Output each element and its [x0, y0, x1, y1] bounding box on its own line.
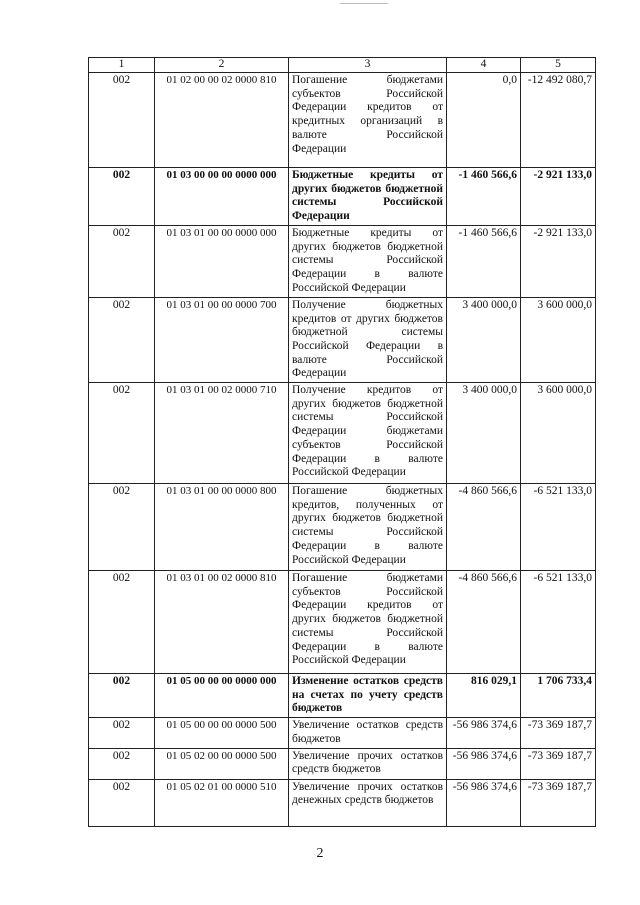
admin-code-cell: 002 — [89, 674, 155, 718]
classification-code-cell: 01 03 01 00 02 0000 710 — [155, 383, 289, 484]
amount-col5-cell: 1 706 733,4 — [521, 674, 596, 718]
amount-col4-cell: -56 986 374,6 — [447, 779, 521, 826]
table-row — [89, 383, 596, 484]
table-row — [89, 168, 596, 226]
classification-code-cell: 01 05 00 00 00 0000 500 — [155, 718, 289, 748]
admin-code-cell: 002 — [89, 571, 155, 674]
admin-code-cell: 002 — [89, 383, 155, 484]
admin-code-cell: 002 — [89, 225, 155, 297]
amount-col4-cell: 3 400 000,0 — [447, 383, 521, 484]
column-header-5: 5 — [521, 58, 596, 73]
amount-col5-cell: -12 492 080,7 — [521, 73, 596, 168]
amount-col4-cell: -1 460 566,6 — [447, 225, 521, 297]
table-row — [89, 484, 596, 571]
table-row — [89, 718, 596, 748]
table-row — [89, 297, 596, 382]
amount-col5-cell: -2 921 133,0 — [521, 225, 596, 297]
amount-col5-cell: -73 369 187,7 — [521, 779, 596, 826]
source-name-cell: Получение кредитов от других бюджетов бюджетной системы Российской Федерации бюджетами субъектов Российской Федерации в валюте Российской Федерации — [289, 383, 447, 484]
source-name-cell: Погашение бюджетами субъектов Российской Федерации кредитов от кредитных организаций в валюте Российской Федерации — [289, 73, 447, 168]
table-row — [89, 748, 596, 779]
classification-code-cell: 01 03 01 00 00 0000 700 — [155, 297, 289, 382]
classification-code-cell: 01 05 02 01 00 0000 510 — [155, 779, 289, 826]
column-header-2: 2 — [155, 58, 289, 73]
amount-col4-cell: -56 986 374,6 — [447, 718, 521, 748]
source-name-cell: Погашение бюджетных кредитов, полученных от других бюджетов бюджетной системы Российской Федерации в валюте Российской Федерации — [289, 484, 447, 571]
budget-sources-table — [88, 57, 596, 827]
admin-code-cell: 002 — [89, 73, 155, 168]
table-header-row — [89, 58, 596, 73]
amount-col4-cell: -4 860 566,6 — [447, 571, 521, 674]
classification-code-cell: 01 02 00 00 02 0000 810 — [155, 73, 289, 168]
amount-col5-cell: -6 521 133,0 — [521, 484, 596, 571]
source-name-cell: Бюджетные кредиты от других бюджетов бюджетной системы Российской Федерации в валюте Российской Федерации — [289, 225, 447, 297]
page-number: 2 — [316, 846, 324, 861]
classification-code-cell: 01 05 00 00 00 0000 000 — [155, 674, 289, 718]
admin-code-cell: 002 — [89, 168, 155, 226]
source-name-cell: Бюджетные кредиты от других бюджетов бюджетной системы Российской Федерации — [289, 168, 447, 226]
amount-col5-cell: 3 600 000,0 — [521, 297, 596, 382]
source-name-cell: Получение бюджетных кредитов от других бюджетов бюджетной системы Российской Федерации в валюте Российской Федерации — [289, 297, 447, 382]
table-row — [89, 674, 596, 718]
classification-code-cell: 01 03 01 00 02 0000 810 — [155, 571, 289, 674]
classification-code-cell: 01 03 01 00 00 0000 800 — [155, 484, 289, 571]
classification-code-cell: 01 03 00 00 00 0000 000 — [155, 168, 289, 226]
amount-col4-cell: -1 460 566,6 — [447, 168, 521, 226]
table-row — [89, 779, 596, 826]
table-row — [89, 73, 596, 168]
admin-code-cell: 002 — [89, 748, 155, 779]
classification-code-cell: 01 05 02 00 00 0000 500 — [155, 748, 289, 779]
scan-artifact-line — [340, 3, 388, 4]
amount-col4-cell: 0,0 — [447, 73, 521, 168]
amount-col4-cell: -4 860 566,6 — [447, 484, 521, 571]
admin-code-cell: 002 — [89, 297, 155, 382]
amount-col5-cell: -2 921 133,0 — [521, 168, 596, 226]
source-name-cell: Изменение остатков средств на счетах по учету средств бюджетов — [289, 674, 447, 718]
amount-col5-cell: -73 369 187,7 — [521, 748, 596, 779]
column-header-4: 4 — [447, 58, 521, 73]
amount-col5-cell: 3 600 000,0 — [521, 383, 596, 484]
amount-col4-cell: -56 986 374,6 — [447, 748, 521, 779]
table-row — [89, 225, 596, 297]
admin-code-cell: 002 — [89, 484, 155, 571]
amount-col4-cell: 816 029,1 — [447, 674, 521, 718]
classification-code-cell: 01 03 01 00 00 0000 000 — [155, 225, 289, 297]
source-name-cell: Увеличение прочих остатков средств бюджетов — [289, 748, 447, 779]
amount-col4-cell: 3 400 000,0 — [447, 297, 521, 382]
column-header-3: 3 — [289, 58, 447, 73]
source-name-cell: Погашение бюджетами субъектов Российской Федерации кредитов от других бюджетов бюджетной системы Российской Федерации в валюте Российской Федерации — [289, 571, 447, 674]
table-body — [89, 73, 596, 827]
source-name-cell: Увеличение остатков средств бюджетов — [289, 718, 447, 748]
amount-col5-cell: -6 521 133,0 — [521, 571, 596, 674]
admin-code-cell: 002 — [89, 718, 155, 748]
admin-code-cell: 002 — [89, 779, 155, 826]
source-name-cell: Увеличение прочих остатков денежных средств бюджетов — [289, 779, 447, 826]
column-header-1: 1 — [89, 58, 155, 73]
table-row — [89, 571, 596, 674]
amount-col5-cell: -73 369 187,7 — [521, 718, 596, 748]
